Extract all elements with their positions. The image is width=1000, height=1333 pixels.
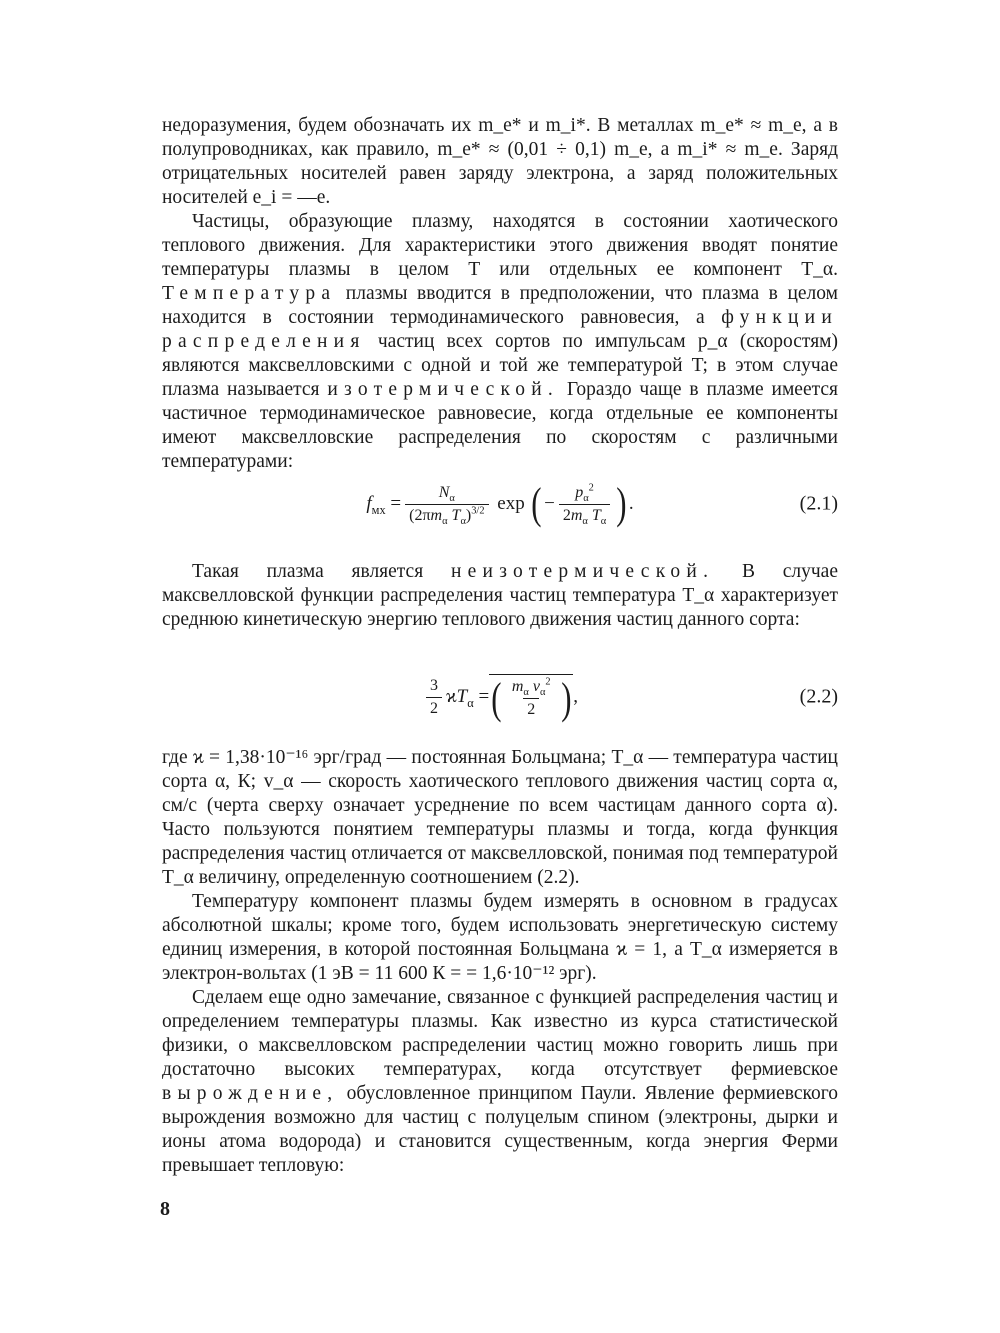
eq1-lhs: $f_{мх}$ = [366, 493, 402, 517]
text-block-bottom [162, 746, 838, 1178]
paragraph-2-part-c: частиц всех сортов по импульсам p_α (скоростям) являются максвелловскими с одной и той же температурой T; в этом случае плазма называется [162, 331, 839, 400]
eq1-fraction: $\frac{N_\alpha}{(2\pi m_\alpha T_\alpha)^{3/2}}$ [405, 484, 488, 525]
page-number: 8 [160, 1198, 170, 1220]
paragraph-4: где ϰ = 1,38·10⁻¹⁶ эрг/град — постоянная Больцмана; T_α — температура частиц сорта α, К; v_α — скорость хаотического теплового движения частиц сорта α, см/с (черта сверху означает усреднение по всем частицам данного сорта α). Часто пользуются понятием температуры плазмы и тогда, когда функция распределения частиц отличается от максвелловской, понимая под температурой T_α величину, определенную соотношением (2.2). [162, 747, 838, 888]
paragraph-6-part-b: обусловленное принципом Паули. Явление фермиевского вырождения возможно для частиц с полуцелым спином (электроны, дырки и ионы атома водорода) и становится существенным, когда энергия Ферми превышает тепловую: [162, 1083, 838, 1176]
eq1-exponent-fraction: $\frac{p_\alpha^2}{2m_\alpha T_\alpha}$ [559, 484, 610, 525]
eq1-period: . [628, 493, 634, 514]
term-vyrozhdenie: вырождение, [162, 1083, 339, 1104]
eq1-right-paren: ) [616, 479, 627, 528]
paragraph-2 [162, 210, 838, 474]
equation-number-2-1: (2.1) [799, 492, 838, 515]
eq2-lhs: $ϰT_\alpha$ = [445, 686, 490, 710]
text-block-top [162, 114, 838, 474]
paragraph-5: Температуру компонент плазмы будем измерять в основном в градусах абсолютной шкалы; кроме того, будем использовать энергетическую систему единиц измерения, в которой постоянная Больцмана ϰ = 1, а T_α измеряется в электрон-вольтах (1 эВ = 11 600 К = = 1,6·10⁻¹² эрг). [162, 891, 838, 984]
text-block-middle [162, 560, 838, 632]
term-temperatura: Температура [162, 283, 337, 304]
eq2-three-halves: $\frac{3}{2}$ [426, 677, 442, 718]
eq1-left-paren: ( [531, 479, 542, 528]
paragraph-2-part-d: Гораздо чаще в плазме имеется частичное термодинамическое равновесие, когда отдельные ее компоненты имеют максвелловские распределения по скоростям с различными температурами: [162, 379, 839, 472]
equation-2-2 [162, 660, 838, 734]
term-neizotermicheskoi: неизотермической. [450, 561, 715, 582]
paragraph-6 [162, 986, 838, 1178]
paragraph-3-part-a: Такая плазма является [192, 561, 424, 582]
term-izotermicheskoi: изотермической. [327, 379, 560, 400]
equation-2-1 [162, 468, 838, 540]
paragraph-2-part-a: Частицы, образующие плазму, находятся в состоянии хаотического теплового движения. Для характеристики этого движения вводят понятие температуры плазмы в целом T или отдельных ее компонент T_α. [162, 211, 838, 280]
paragraph-3-part-b: В случае максвелловской функции распределения частиц температура T_α характеризует среднюю кинетическую энергию теплового движения частиц данного сорта: [162, 561, 838, 630]
paragraph-2-part-b: плазмы вводится в предположении, что плазма в целом находится в состоянии термодинамического равновесия, а [162, 283, 838, 328]
paragraph-3 [162, 560, 838, 632]
eq2-comma: , [573, 686, 578, 707]
paragraph-1: недоразумения, будем обозначать их m_e* и m_i*. В металлах m_e* ≈ m_e, а в полупроводниках, как правило, m_e* ≈ (0,01 ÷ 0,1) m_e, а m_i* ≈ m_e. Заряд отрицательных носителей равен заряду электрона, а заряд положительных носителей e_i = —e. [162, 115, 838, 208]
eq1-minus: − [544, 493, 555, 514]
eq1-exp: exp [492, 493, 530, 514]
equation-number-2-2: (2.2) [799, 685, 838, 708]
term-funktsii-raspredeleniya: функции распределения [162, 307, 839, 352]
paragraph-6-part-a: Сделаем еще одно замечание, связанное с функцией распределения частиц и определением температуры плазмы. Как известно из курса статистической физики, о максвелловском распределении частиц можно говорить лишь при достаточно высоких температурах, когда отсутствует фермиевское [162, 987, 838, 1080]
eq2-average: ( $\frac{m_\alpha v_\alpha^2}{2}$ ) [489, 674, 573, 721]
